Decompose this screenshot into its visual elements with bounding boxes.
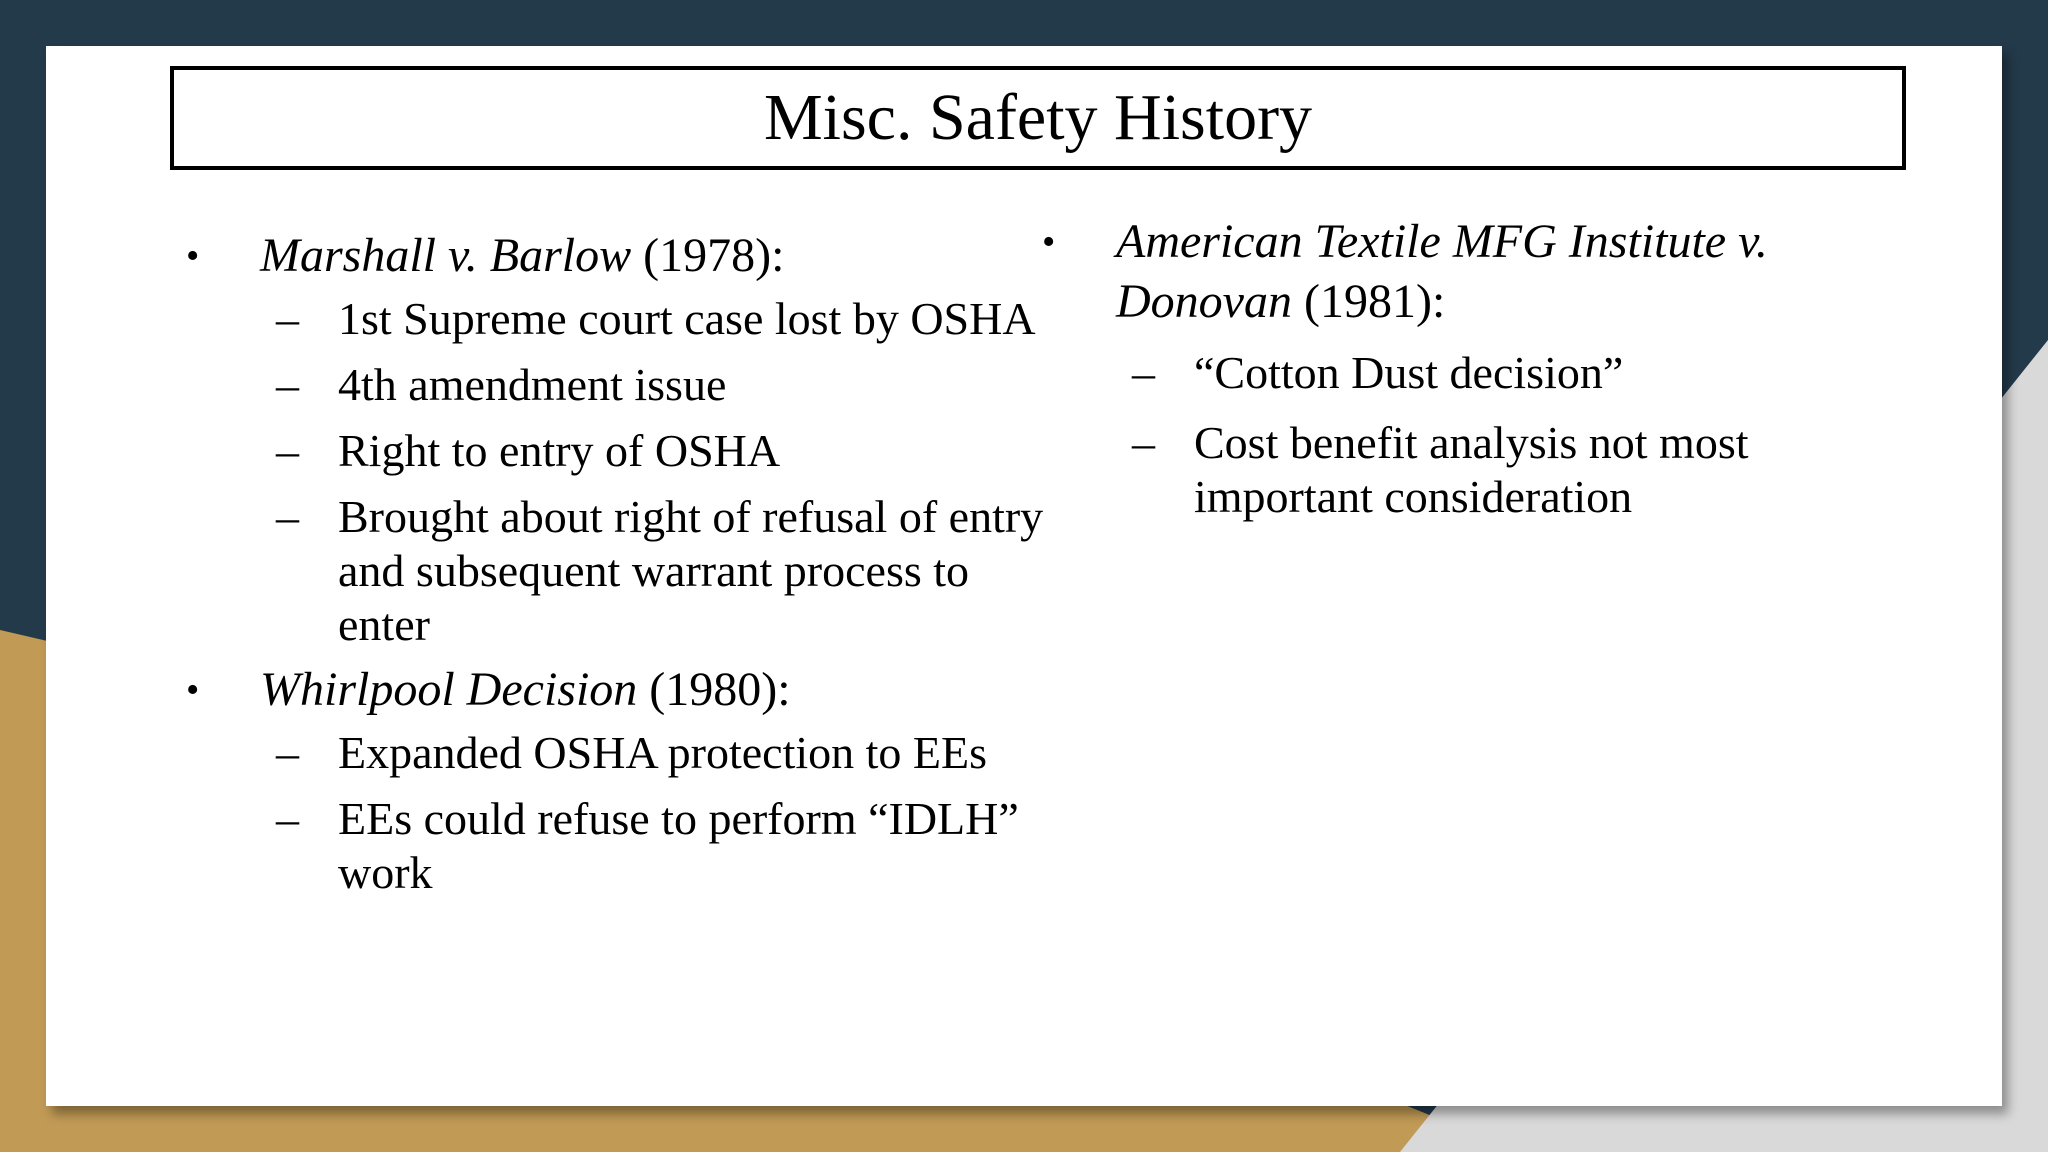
title-box xyxy=(170,66,1906,170)
dash-marker: – xyxy=(276,293,299,344)
dash-marker: – xyxy=(276,491,299,542)
bullet-whirlpool-decision xyxy=(186,660,1066,720)
sub-point: – 4th amendment issue xyxy=(276,359,727,410)
bullet-american-textile xyxy=(1042,212,1922,332)
left-column xyxy=(186,226,1066,900)
case-name: Whirlpool Decision xyxy=(260,663,638,716)
sub-point: – Cost benefit analysis not most important consideration xyxy=(1132,417,1749,522)
sub-point: – 1st Supreme court case lost by OSHA xyxy=(276,293,1036,344)
case-name: American Textile MFG Institute v. Donovan xyxy=(1116,215,1768,328)
dash-marker: – xyxy=(276,793,299,844)
sub-point: – Right to entry of OSHA xyxy=(276,425,781,476)
case-year: (1981): xyxy=(1291,275,1446,328)
bullet-marker: • xyxy=(1042,221,1056,263)
dash-marker: – xyxy=(1132,417,1155,468)
sub-point: – “Cotton Dust decision” xyxy=(1132,347,1624,398)
sub-point: – Expanded OSHA protection to EEs xyxy=(276,727,988,778)
sub-point: – EEs could refuse to perform “IDLH” work xyxy=(276,793,1019,898)
dash-marker: – xyxy=(276,425,299,476)
bullet-marker: • xyxy=(186,669,200,711)
sub-point: – Brought about right of refusal of entry and subsequent warrant process to enter xyxy=(276,491,1044,650)
right-column xyxy=(1042,212,1922,524)
slide xyxy=(46,46,2002,1106)
dash-marker: – xyxy=(1132,347,1155,398)
case-year: (1980): xyxy=(637,663,791,716)
case-name: Marshall v. Barlow xyxy=(260,229,632,282)
bullet-marshall-v-barlow xyxy=(186,226,1066,286)
case-year: (1978): xyxy=(631,229,785,282)
dash-marker: – xyxy=(276,359,299,410)
bullet-marker: • xyxy=(186,235,200,277)
slide-title: Misc. Safety History xyxy=(763,81,1313,154)
dash-marker: – xyxy=(276,727,299,778)
